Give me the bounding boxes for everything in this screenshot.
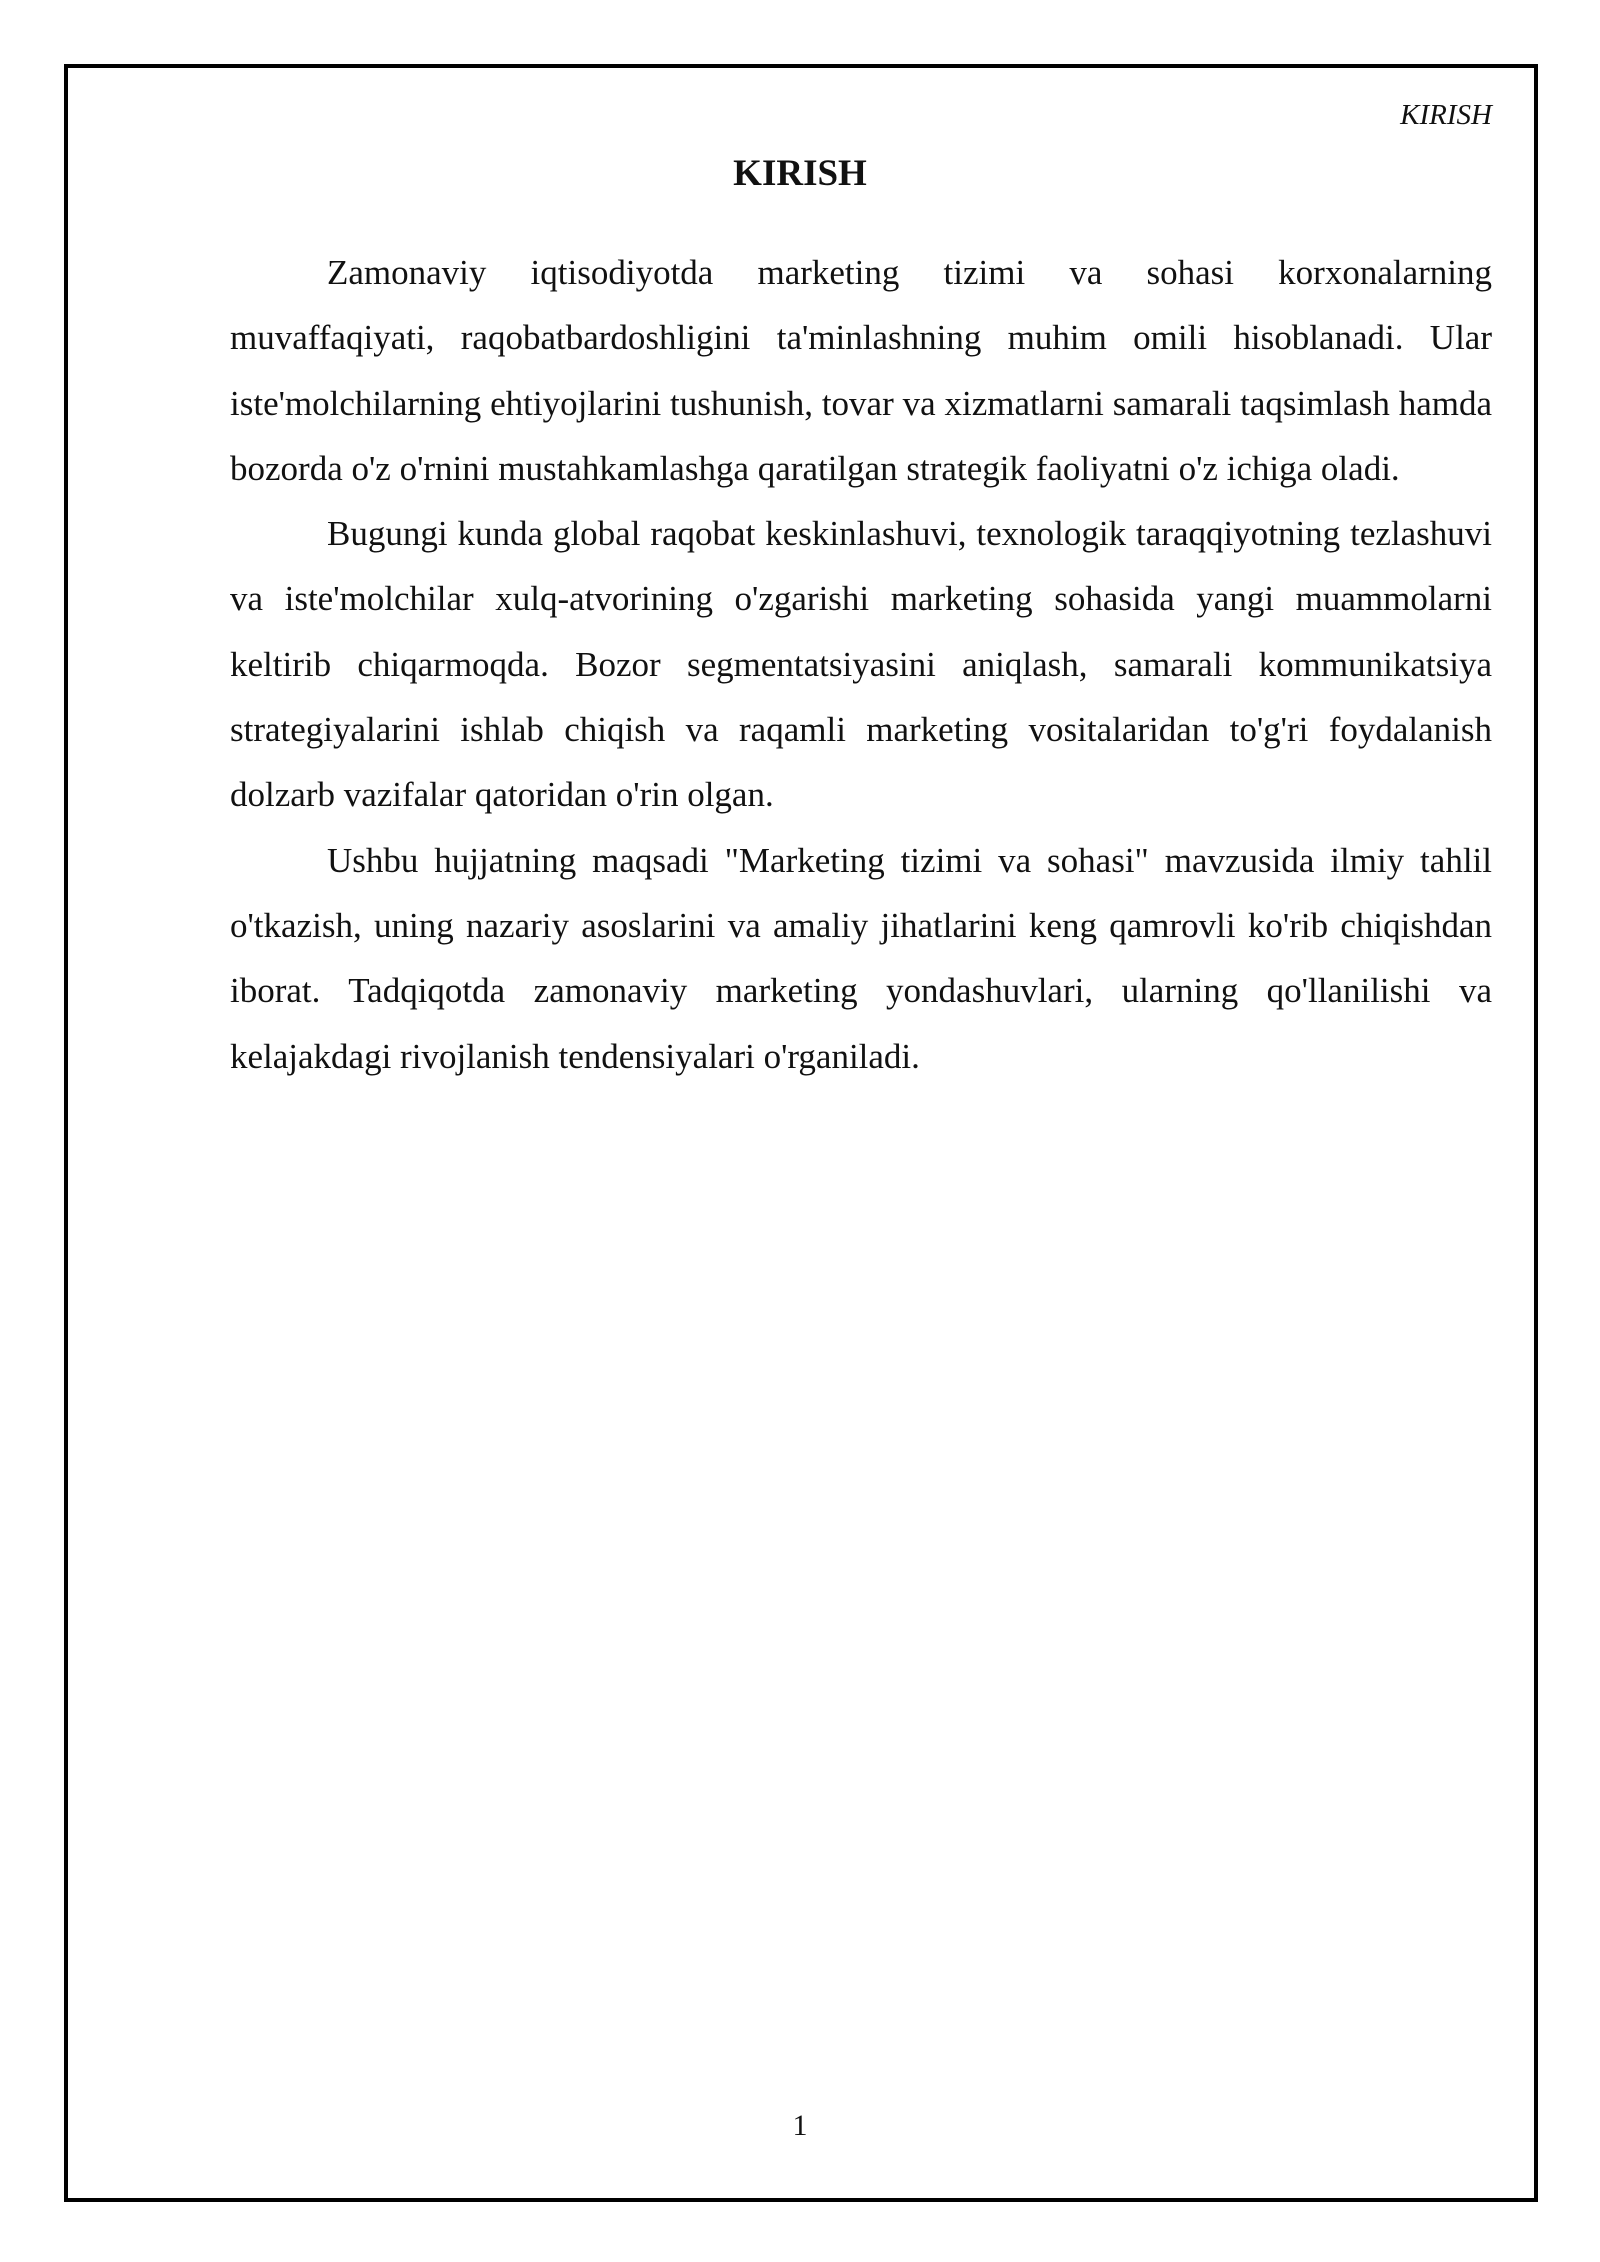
page-title: KIRISH xyxy=(733,153,867,194)
document-body xyxy=(230,240,1492,1089)
paragraph-2: Bugungi kunda global raqobat keskinlashuvi, texnologik taraqqiyotning tezlashuvi va iste'molchilar xulq-atvorining o'zgarishi marketing sohasida yangi muammolarni keltirib chiqarmoqda. Bozor segmentatsiyasini aniqlash, samarali kommunikatsiya strategiyalarini ishlab chiqish va raqamli marketing vositalaridan to'g'ri foydalanish dolzarb vazifalar qatoridan o'rin olgan. xyxy=(230,514,1492,815)
running-header: KIRISH xyxy=(1400,99,1492,131)
paragraph-3: Ushbu hujjatning maqsadi "Marketing tizimi va sohasi" mavzusida ilmiy tahlil o'tkazish, uning nazariy asoslarini va amaliy jihatlarini keng qamrovli ko'rib chiqishdan iborat. Tadqiqotda zamonaviy marketing yondashuvlari, ularning qo'llanilishi va kelajakdagi rivojlanish tendensiyalari o'rganiladi. xyxy=(230,840,1492,1076)
paragraph-1: Zamonaviy iqtisodiyotda marketing tizimi va sohasi korxonalarning muvaffaqiyati, raqobatbardoshligini ta'minlashning muhim omili hisoblanadi. Ular iste'molchilarning ehtiyojlarini tushunish, tovar va xizmatlarni samarali taqsimlash hamda bozorda o'z o'rnini mustahkamlashga qaratilgan strategik faoliyatni o'z ichiga oladi. xyxy=(230,253,1492,488)
page-number: 1 xyxy=(792,2109,808,2142)
